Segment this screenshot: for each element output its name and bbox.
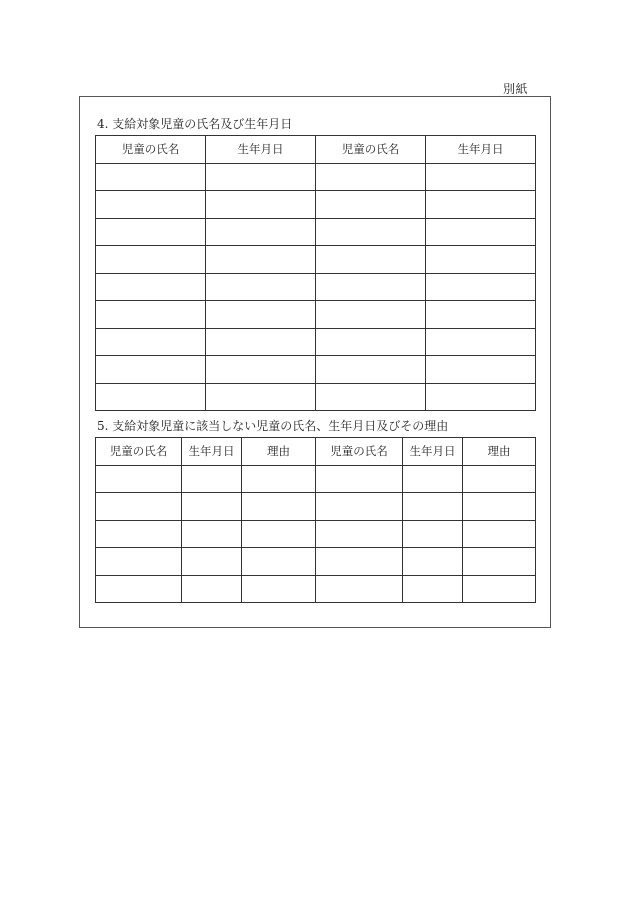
entry-cell[interactable]	[96, 356, 206, 384]
entry-cell[interactable]	[316, 163, 426, 191]
table-row	[96, 356, 536, 384]
entry-cell[interactable]	[316, 246, 426, 274]
entry-cell[interactable]	[206, 191, 316, 219]
entry-cell[interactable]	[96, 520, 182, 548]
column-header-birthdate: 生年月日	[426, 136, 536, 164]
entry-cell[interactable]	[182, 548, 242, 576]
table-row	[96, 493, 536, 521]
entry-cell[interactable]	[463, 493, 536, 521]
entry-cell[interactable]	[96, 301, 206, 329]
column-header-child-name: 児童の氏名	[96, 136, 206, 164]
entry-cell[interactable]	[316, 273, 426, 301]
entry-cell[interactable]	[426, 356, 536, 384]
attachment-label: 別紙	[503, 82, 529, 96]
entry-cell[interactable]	[316, 301, 426, 329]
entry-cell[interactable]	[242, 575, 316, 603]
entry-cell[interactable]	[316, 493, 403, 521]
table-row	[96, 191, 536, 219]
entry-cell[interactable]	[206, 383, 316, 411]
entry-cell[interactable]	[206, 301, 316, 329]
entry-cell[interactable]	[403, 520, 463, 548]
entry-cell[interactable]	[96, 493, 182, 521]
entry-cell[interactable]	[182, 465, 242, 493]
entry-cell[interactable]	[206, 328, 316, 356]
entry-cell[interactable]	[463, 520, 536, 548]
eligible-children-table	[95, 135, 536, 411]
entry-cell[interactable]	[242, 520, 316, 548]
table-row	[96, 273, 536, 301]
entry-cell[interactable]	[403, 465, 463, 493]
entry-cell[interactable]	[96, 218, 206, 246]
entry-cell[interactable]	[96, 273, 206, 301]
entry-cell[interactable]	[96, 575, 182, 603]
entry-cell[interactable]	[426, 191, 536, 219]
table-row	[96, 246, 536, 274]
column-header-child-name: 児童の氏名	[96, 438, 182, 466]
entry-cell[interactable]	[182, 520, 242, 548]
column-header-birthdate: 生年月日	[206, 136, 316, 164]
column-header-child-name: 児童の氏名	[316, 438, 403, 466]
entry-cell[interactable]	[96, 328, 206, 356]
entry-cell[interactable]	[96, 548, 182, 576]
table-row	[96, 548, 536, 576]
entry-cell[interactable]	[206, 273, 316, 301]
entry-cell[interactable]	[242, 493, 316, 521]
entry-cell[interactable]	[403, 575, 463, 603]
entry-cell[interactable]	[242, 548, 316, 576]
table-row	[96, 163, 536, 191]
entry-cell[interactable]	[316, 191, 426, 219]
entry-cell[interactable]	[96, 246, 206, 274]
section-5-title: 5. 支給対象児童に該当しない児童の氏名、生年月日及びその理由	[97, 419, 449, 433]
entry-cell[interactable]	[426, 383, 536, 411]
entry-cell[interactable]	[316, 575, 403, 603]
table-row	[96, 301, 536, 329]
entry-cell[interactable]	[426, 163, 536, 191]
entry-cell[interactable]	[316, 465, 403, 493]
entry-cell[interactable]	[426, 328, 536, 356]
entry-cell[interactable]	[316, 218, 426, 246]
entry-cell[interactable]	[96, 465, 182, 493]
table-row	[96, 383, 536, 411]
entry-cell[interactable]	[182, 575, 242, 603]
table-header-row	[96, 136, 536, 164]
entry-cell[interactable]	[403, 493, 463, 521]
table-row	[96, 520, 536, 548]
entry-cell[interactable]	[316, 356, 426, 384]
entry-cell[interactable]	[426, 246, 536, 274]
section-4-title: 4. 支給対象児童の氏名及び生年月日	[97, 117, 293, 131]
table-row	[96, 328, 536, 356]
entry-cell[interactable]	[426, 218, 536, 246]
entry-cell[interactable]	[316, 383, 426, 411]
table-row	[96, 465, 536, 493]
entry-cell[interactable]	[316, 548, 403, 576]
table-header-row	[96, 438, 536, 466]
table-row	[96, 218, 536, 246]
entry-cell[interactable]	[206, 163, 316, 191]
entry-cell[interactable]	[206, 218, 316, 246]
entry-cell[interactable]	[96, 383, 206, 411]
entry-cell[interactable]	[206, 246, 316, 274]
column-header-child-name: 児童の氏名	[316, 136, 426, 164]
column-header-reason: 理由	[463, 438, 536, 466]
entry-cell[interactable]	[463, 548, 536, 576]
ineligible-children-table	[95, 437, 536, 603]
entry-cell[interactable]	[463, 575, 536, 603]
entry-cell[interactable]	[316, 328, 426, 356]
entry-cell[interactable]	[316, 520, 403, 548]
entry-cell[interactable]	[96, 191, 206, 219]
entry-cell[interactable]	[206, 356, 316, 384]
entry-cell[interactable]	[426, 301, 536, 329]
table-row	[96, 575, 536, 603]
entry-cell[interactable]	[96, 163, 206, 191]
entry-cell[interactable]	[242, 465, 316, 493]
column-header-reason: 理由	[242, 438, 316, 466]
column-header-birthdate: 生年月日	[403, 438, 463, 466]
entry-cell[interactable]	[182, 493, 242, 521]
entry-cell[interactable]	[426, 273, 536, 301]
column-header-birthdate: 生年月日	[182, 438, 242, 466]
entry-cell[interactable]	[463, 465, 536, 493]
entry-cell[interactable]	[403, 548, 463, 576]
